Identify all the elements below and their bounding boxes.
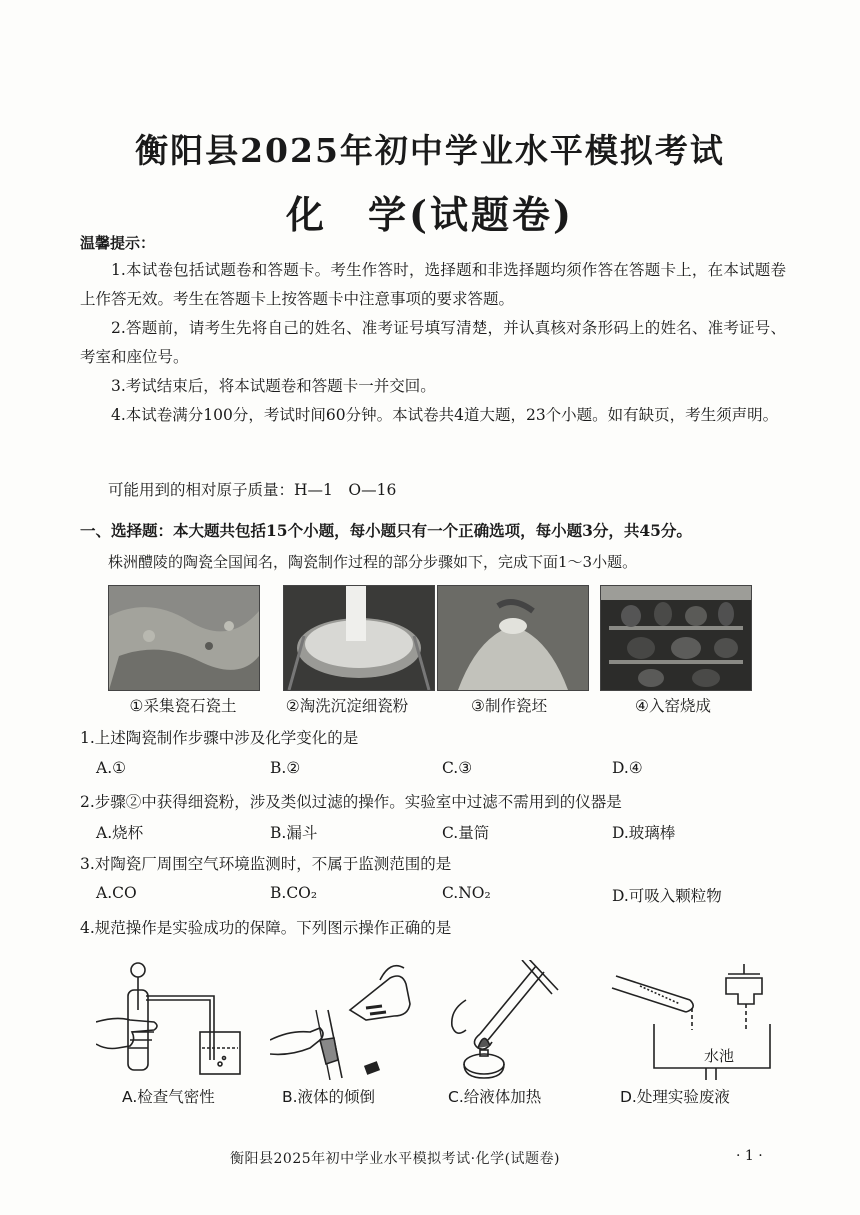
figure-caption: B.液体的倾倒 (282, 1088, 376, 1106)
tip-item: 3.考试结束后，将本试题卷和答题卡一并交回。 (111, 377, 436, 395)
section-heading: 一、选择题：本大题共包括15个小题，每小题只有一个正确选项，每小题3分，共45分。 (80, 521, 692, 540)
photo-caption: ②淘洗沉淀细瓷粉 (285, 697, 409, 715)
option-d: D.可吸入颗粒物 (612, 887, 722, 905)
photo-wash-powder (283, 585, 435, 691)
photo-caption: ③制作瓷坯 (471, 697, 547, 715)
figure-caption: D.处理实验废液 (620, 1088, 730, 1106)
question-stem: 3.对陶瓷厂周围空气环境监测时，不属于监测范围的是 (80, 855, 452, 873)
figure-pouring-liquid (270, 960, 430, 1084)
photo-make-blank (437, 585, 589, 691)
sink-label: 水池 (704, 1047, 735, 1065)
option-a: A.CO (96, 884, 137, 902)
photo-kiln-firing (600, 585, 752, 691)
photo-caption: ④入窑烧成 (635, 697, 711, 715)
photo-collect-clay (108, 585, 260, 691)
exam-subtitle: 化 学(试题卷) (286, 192, 574, 237)
option-a: A.烧杯 (96, 824, 144, 842)
option-a: A.① (96, 759, 127, 777)
option-b: B.② (270, 759, 301, 777)
question-stem: 4.规范操作是实验成功的保障。下列图示操作正确的是 (80, 919, 452, 937)
section-intro: 株洲醴陵的陶瓷全国闻名，陶瓷制作过程的部分步骤如下，完成下面1～3小题。 (108, 553, 638, 571)
option-c: C.③ (442, 759, 473, 777)
tip-item: 1.本试卷包括试题卷和答题卡。考生作答时，选择题和非选择题均须作答在答题卡上，在本试题卷上作答无效。考生在答题卡上按答题卡中注意事项的要求答题。 (80, 261, 786, 308)
figure-caption: C.给液体加热 (448, 1088, 542, 1106)
tips-label: 温馨提示： (80, 234, 156, 252)
exam-title: 衡阳县2025年初中学业水平模拟考试 (135, 131, 725, 170)
option-b: B.CO₂ (270, 884, 318, 902)
figure-waste-disposal (610, 960, 780, 1084)
figure-airtightness-check (96, 960, 256, 1084)
tip-item: 4.本试卷满分100分，考试时间60分钟。本试卷共4道大题，23个小题。如有缺页，考生须声明。 (111, 406, 779, 424)
atomic-mass-note: 可能用到的相对原子质量：H—1 O—16 (108, 481, 397, 499)
tip-item: 2.答题前，请考生先将自己的姓名、准考证号填写清楚，并认真核对条形码上的姓名、准考证号、考室和座位号。 (80, 319, 786, 366)
option-b: B.漏斗 (270, 824, 318, 842)
page-footer: 衡阳县2025年初中学业水平模拟考试·化学(试题卷) (230, 1151, 561, 1167)
photo-caption: ①采集瓷石瓷土 (129, 697, 237, 715)
option-c: C.量筒 (442, 824, 490, 842)
question-stem: 2.步骤②中获得细瓷粉，涉及类似过滤的操作。实验室中过滤不需用到的仪器是 (80, 793, 622, 811)
option-d: D.④ (612, 759, 643, 777)
page-number: · 1 · (736, 1148, 763, 1164)
figure-heating-liquid (440, 960, 580, 1084)
question-stem: 1.上述陶瓷制作步骤中涉及化学变化的是 (80, 729, 359, 747)
option-d: D.玻璃棒 (612, 824, 676, 842)
option-c: C.NO₂ (442, 884, 491, 902)
figure-caption: A.检查气密性 (122, 1088, 215, 1106)
